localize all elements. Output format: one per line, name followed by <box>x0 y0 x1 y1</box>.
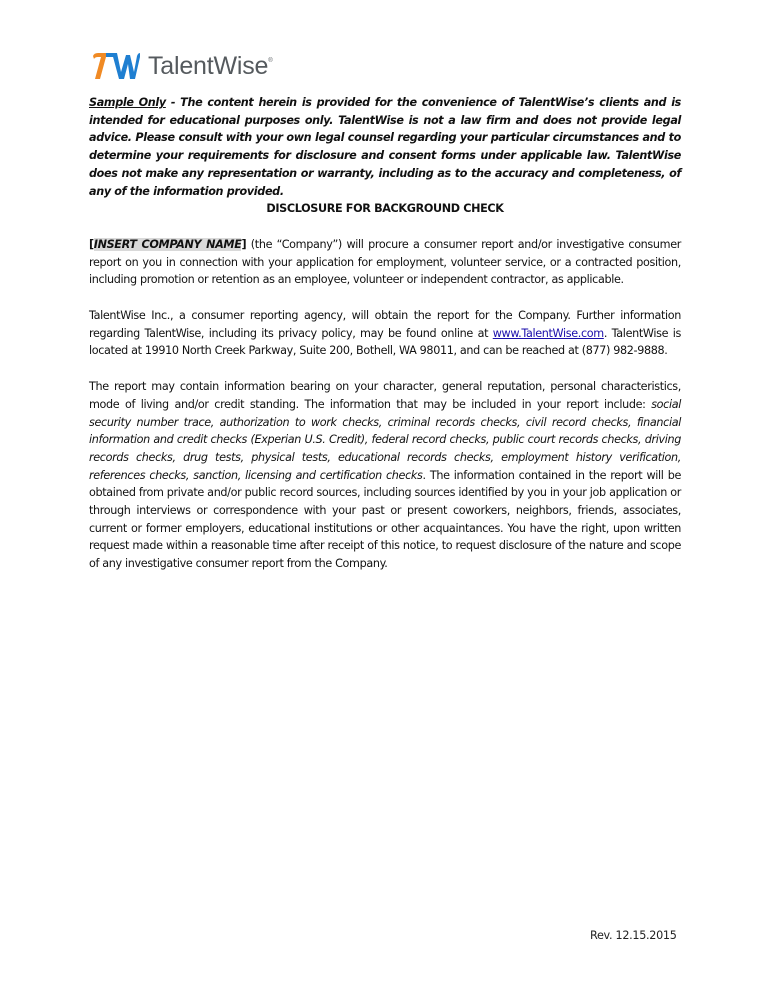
document-title: DISCLOSURE FOR BACKGROUND CHECK <box>266 202 504 216</box>
paragraph-report-contents: The report may contain information bearing on your character, general reputation, personal characteristics, mode of living and/or credit standing. The information that may be included in your report include: social security number trace, authorization to work checks, criminal records checks, civil record checks, financial information and credit checks (Experian U.S. Credit), federal record checks, public court records checks, driving records checks, drug tests, physical tests, educational records checks, employment history verification, references checks, sanction, licensing and certification checks. The information contained in the report will be obtained from private and/or public record sources, including sources identified by you in your job application or through interviews or correspondence with your past or present coworkers, neighbors, friends, associates, current or former employers, educational institutions or other acquaintances. You have the right, upon written request made within a reasonable time after receipt of this notice, to request disclosure of the nature and scope of any investigative consumer report from the Company. <box>89 380 681 571</box>
insert-company-name-placeholder: INSERT COMPANY NAME <box>93 237 242 251</box>
paragraph-agency: TalentWise Inc., a consumer reporting agency, will obtain the report for the Company. Further information regarding TalentWise, including its privacy policy, may be found online at www.TalentWise.com. TalentWise is located at 19910 North Creek Parkway, Suite 200, Bothell, WA 98011, and can be reached at (877) 982-9888. <box>89 309 681 358</box>
paragraph-company: [INSERT COMPANY NAME] (the “Company”) will procure a consumer report and/or investigative consumer report on you in connection with your application for employment, volunteer service, or a contracted position, including promotion or retention as an employee, volunteer or independent contractor, as applicable. <box>89 237 681 287</box>
check-types-list: social security number trace, authorization to work checks, criminal records checks, civil record checks, financial information and credit checks (Experian U.S. Credit), federal record checks, public court records checks, driving records checks, drug tests, physical tests, educational records checks, employment history verification, references checks, sanction, licensing and certification checks <box>89 397 681 482</box>
disclaimer-text: - The content herein is provided for the convenience of TalentWise’s clients and is intended for educational purposes only. TalentWise is not a law firm and does not provide legal advice. Please consult with your own legal counsel regarding your particular circumstances and to determine your requirements for disclosure and consent forms under applicable law. TalentWise does not make any representation or warranty, including as to the accuracy and completeness, of any of the information provided. <box>89 96 681 198</box>
document-body <box>89 94 681 591</box>
tw-logo-icon <box>92 52 140 80</box>
talentwise-logo <box>92 52 273 80</box>
sample-only-label: Sample Only <box>89 96 166 109</box>
logo-brand-text: TalentWise® <box>148 51 273 80</box>
revision-date: Rev. 12.15.2015 <box>590 929 677 942</box>
sample-disclaimer <box>89 94 681 200</box>
talentwise-website-link[interactable]: www.TalentWise.com <box>492 326 604 340</box>
